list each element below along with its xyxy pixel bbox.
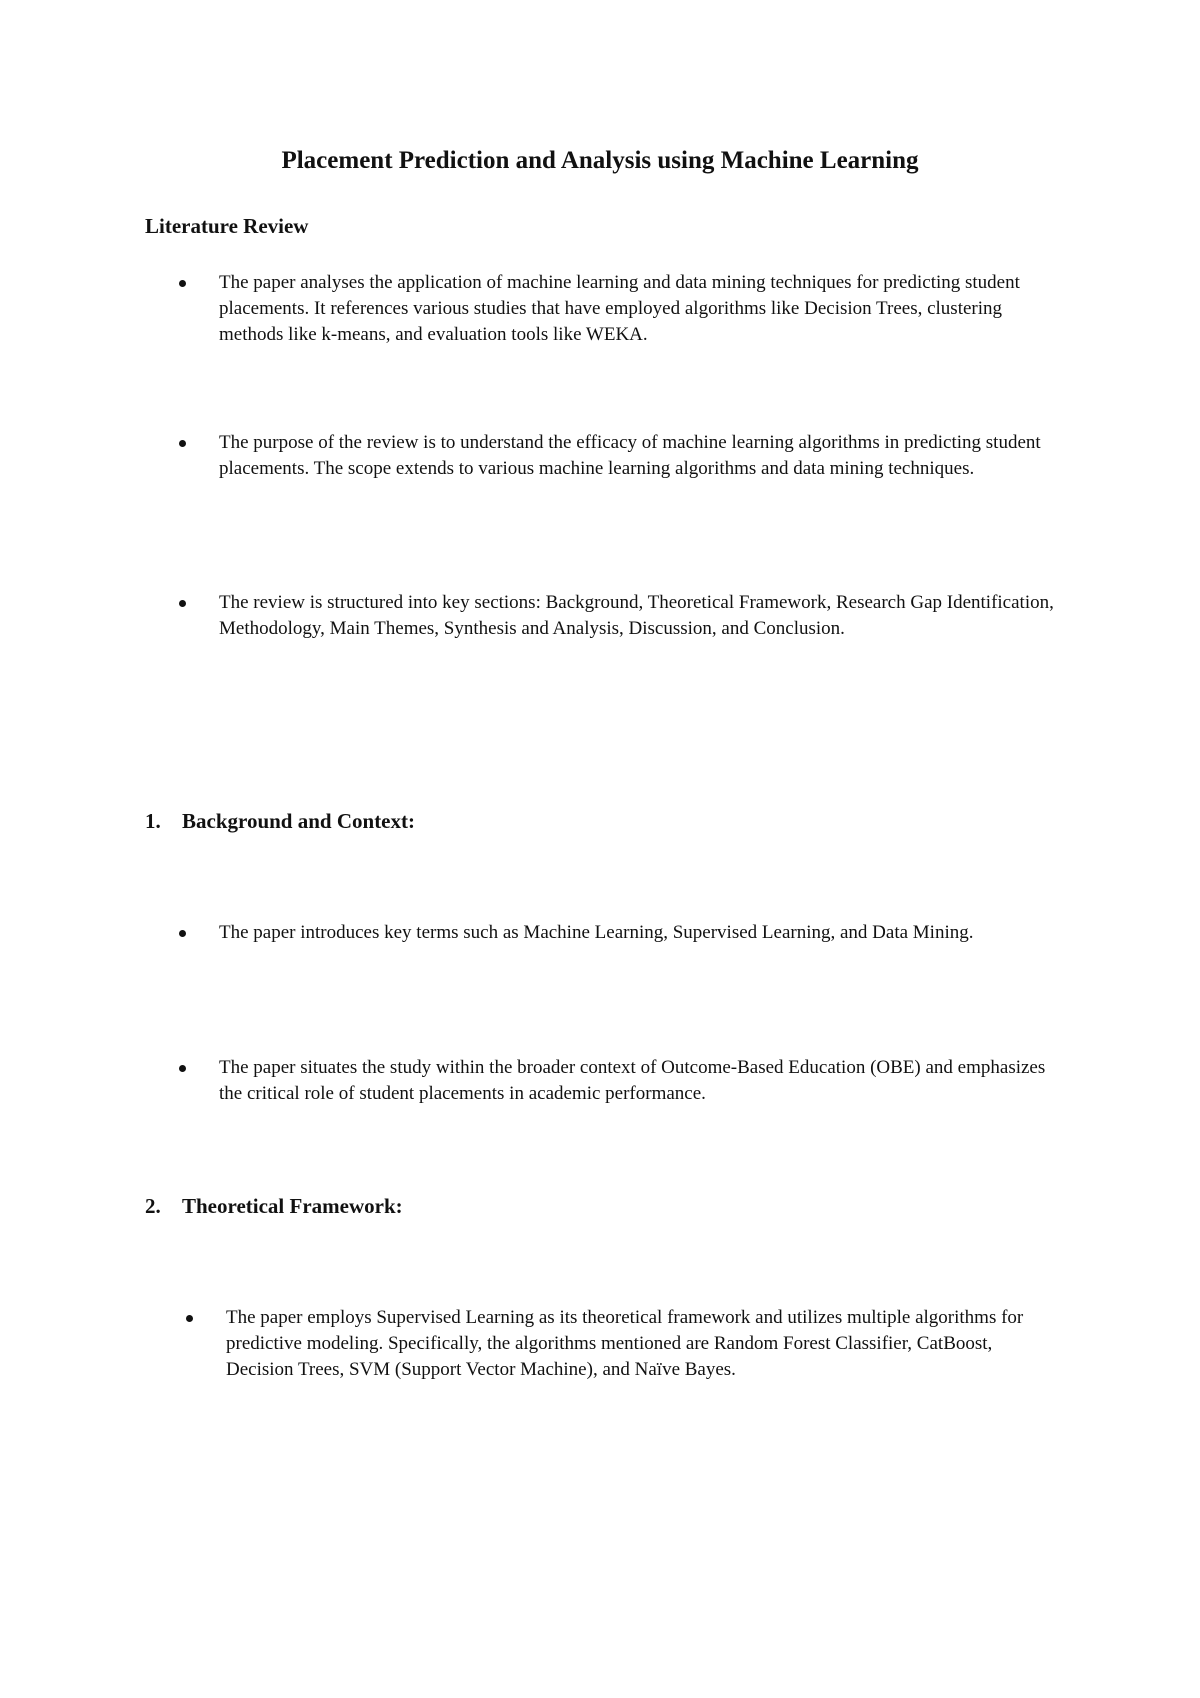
list-item xyxy=(219,590,1059,642)
list-item xyxy=(226,1305,1056,1383)
section-title: Background and Context: xyxy=(182,809,415,833)
bullet-icon xyxy=(179,280,186,287)
list-item-text: The paper employs Supervised Learning as its theoretical framework and utilizes multiple algorithms for predictive modeling. Specifically, the algorithms mentioned are Random Forest Classifier, CatBoost, Decision Trees, SVM (Support Vector Machine), and Naïve Bayes. xyxy=(226,1307,1024,1380)
document-title: Placement Prediction and Analysis using Machine Learning xyxy=(281,147,919,174)
section-number: 1. xyxy=(145,809,161,833)
list-item xyxy=(219,430,1069,482)
list-item-text: The paper introduces key terms such as Machine Learning, Supervised Learning, and Data Mining. xyxy=(219,922,974,943)
list-item-text: The paper situates the study within the broader context of Outcome-Based Education (OBE) and emphasizes the critical role of student placements in academic performance. xyxy=(219,1057,1046,1104)
list-item-text: The purpose of the review is to understand the efficacy of machine learning algorithms in predicting student placements. The scope extends to various machine learning algorithms and data mining techniques. xyxy=(219,432,1041,479)
list-item-text: The paper analyses the application of machine learning and data mining techniques for predicting student placements. It references various studies that have employed algorithms like Decision Trees, clustering methods like k-means, and evaluation tools like WEKA. xyxy=(219,272,1020,345)
literature-review-heading: Literature Review xyxy=(145,214,309,238)
bullet-icon xyxy=(179,930,186,937)
section-number: 2. xyxy=(145,1194,161,1218)
list-item xyxy=(219,270,1059,348)
section-heading-theoretical-framework xyxy=(145,1193,403,1219)
list-item xyxy=(219,1055,1069,1107)
bullet-icon xyxy=(179,440,186,447)
bullet-icon xyxy=(179,1065,186,1072)
bullet-icon xyxy=(179,600,186,607)
list-item-text: The review is structured into key sections: Background, Theoretical Framework, Research Gap Identification, Methodology, Main Themes, Synthesis and Analysis, Discussion, and Conclusion. xyxy=(219,592,1054,639)
bullet-icon xyxy=(186,1315,193,1322)
section-heading-background xyxy=(145,808,415,834)
list-item xyxy=(219,920,1059,946)
section-title: Theoretical Framework: xyxy=(182,1194,403,1218)
